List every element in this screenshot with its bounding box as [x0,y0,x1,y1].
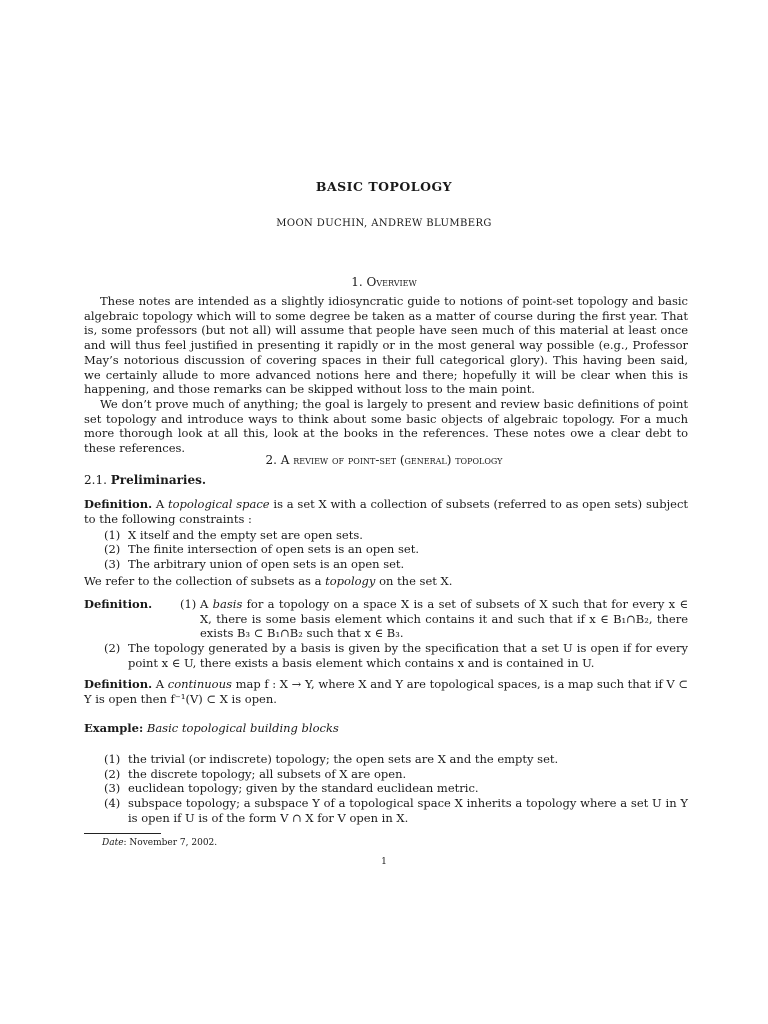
definition-topological-space [84,497,688,526]
definition-label: Definition. [84,497,153,511]
list-item-text: The finite intersection of open sets is an open set. [128,542,419,556]
list-item-number: (1) [104,752,121,766]
definition-text: A [155,497,165,511]
definition-text: A [155,677,165,691]
footnote-divider [84,833,161,834]
footnote-text: : November 7, 2002. [123,838,218,848]
subsection-number: 2.1. [84,473,107,487]
list-item-text: The topology generated by a basis is given by the specification that a set U is open if for every point x ∈ U, there exists a basis element which contains x and is contained in U. [128,641,688,670]
example-heading [84,721,688,736]
definition-label: Definition. [84,597,153,611]
list-item [104,557,688,572]
list-item-text [200,597,688,641]
list-item-number: (2) [104,641,121,655]
list-item-text: X itself and the empty set are open sets. [128,528,363,542]
list-item-number: (3) [104,781,121,795]
list-item-number: (2) [104,542,121,556]
section-heading-point-set: 2. A review of point-set (general) topology [265,453,503,467]
definition-term: topological space [168,497,270,511]
page-number: 1 [381,857,387,867]
author-line: MOON DUCHIN, ANDREW BLUMBERG [276,218,492,229]
definition-label: Definition. [84,677,153,691]
subsection-title: Preliminaries. [110,473,207,487]
definition-text: is a set X with a collection of subsets (referred to as open sets) subject to the following constraints : [84,497,689,526]
list-item-number: (1) [180,597,197,611]
list-item-text: the trivial (or indiscrete) topology; the open sets are X and the empty set. [128,752,559,766]
list-item [104,752,688,767]
list-item [104,542,688,557]
list-item-text: The arbitrary union of open sets is an open set. [128,557,405,571]
list-item [104,528,688,543]
definition-term: continuous [167,677,232,691]
definition-text: for a topology on a space X is a set of subsets of X such that for every x ∈ X, there is some basis element which contains it and such that if x ∈ B₁∩B₂, there exists B₃ ⊂ B₁∩B₂ such that x ∈ B₃. [200,597,689,641]
definition-continuous-map [84,677,688,706]
section-heading-overview: 1. Overview [351,275,417,289]
definition-basis [84,597,688,641]
list-item-number: (1) [104,528,121,542]
list-item [104,641,688,670]
list-item [104,767,688,782]
overview-paragraph-2: We don’t prove much of anything; the goal is largely to present and review basic definitions of point set topology and introduce ways to think about some basic objects of algebraic topology. For a much more thorough look at all this, look at the books in the references. These notes owe a clear debt to these references. [84,397,688,456]
list-item-number: (2) [104,767,121,781]
topology-remark [84,574,688,589]
list-item-number: (3) [104,557,121,571]
definition-text: A [200,597,209,611]
basis-item-1 [84,597,688,641]
list-item-number: (4) [104,796,121,810]
list-item-text: the discrete topology; all subsets of X are open. [128,767,407,781]
subsection-heading [84,473,206,487]
example-label: Example: [84,721,144,735]
footnote [102,838,217,848]
list-item-text: subspace topology; a subspace Y of a topological space X inherits a topology where a set U in Y is open if U is of the form V ∩ X for V open in X. [128,796,688,825]
overview-paragraph-1: These notes are intended as a slightly idiosyncratic guide to notions of point-set topology and basic algebraic topology which will to some degree be taken as a matter of course during the first year. That is, some professors (but not all) will assume that people have seen much of this material at least once and will thus feel justified in presenting it rapidly or in the most general way possible (e.g., Professor May’s notorious discussion of covering spaces in their full categorical glory). This having been said, we certainly allude to more advanced notions here and there; hopefully it will be clear when this is happening, and those remarks can be skipped without loss to the main point. [84,294,688,397]
definition-text: map f : X → Y, where X and Y are topological spaces, is a map such that if V ⊂ Y is open then f⁻¹(V) ⊂ X is open. [84,677,689,706]
list-item [104,781,688,796]
remark-text: We refer to the collection of subsets as a [84,574,322,588]
footnote-label: Date [102,838,124,848]
list-item-text: euclidean topology; given by the standard euclidean metric. [128,781,479,795]
definition-term: basis [212,597,243,611]
paper-title: BASIC TOPOLOGY [315,179,453,194]
remark-term: topology [325,574,376,588]
list-item [104,796,688,825]
example-title: Basic topological building blocks [146,721,339,735]
remark-text: on the set X. [379,574,453,588]
